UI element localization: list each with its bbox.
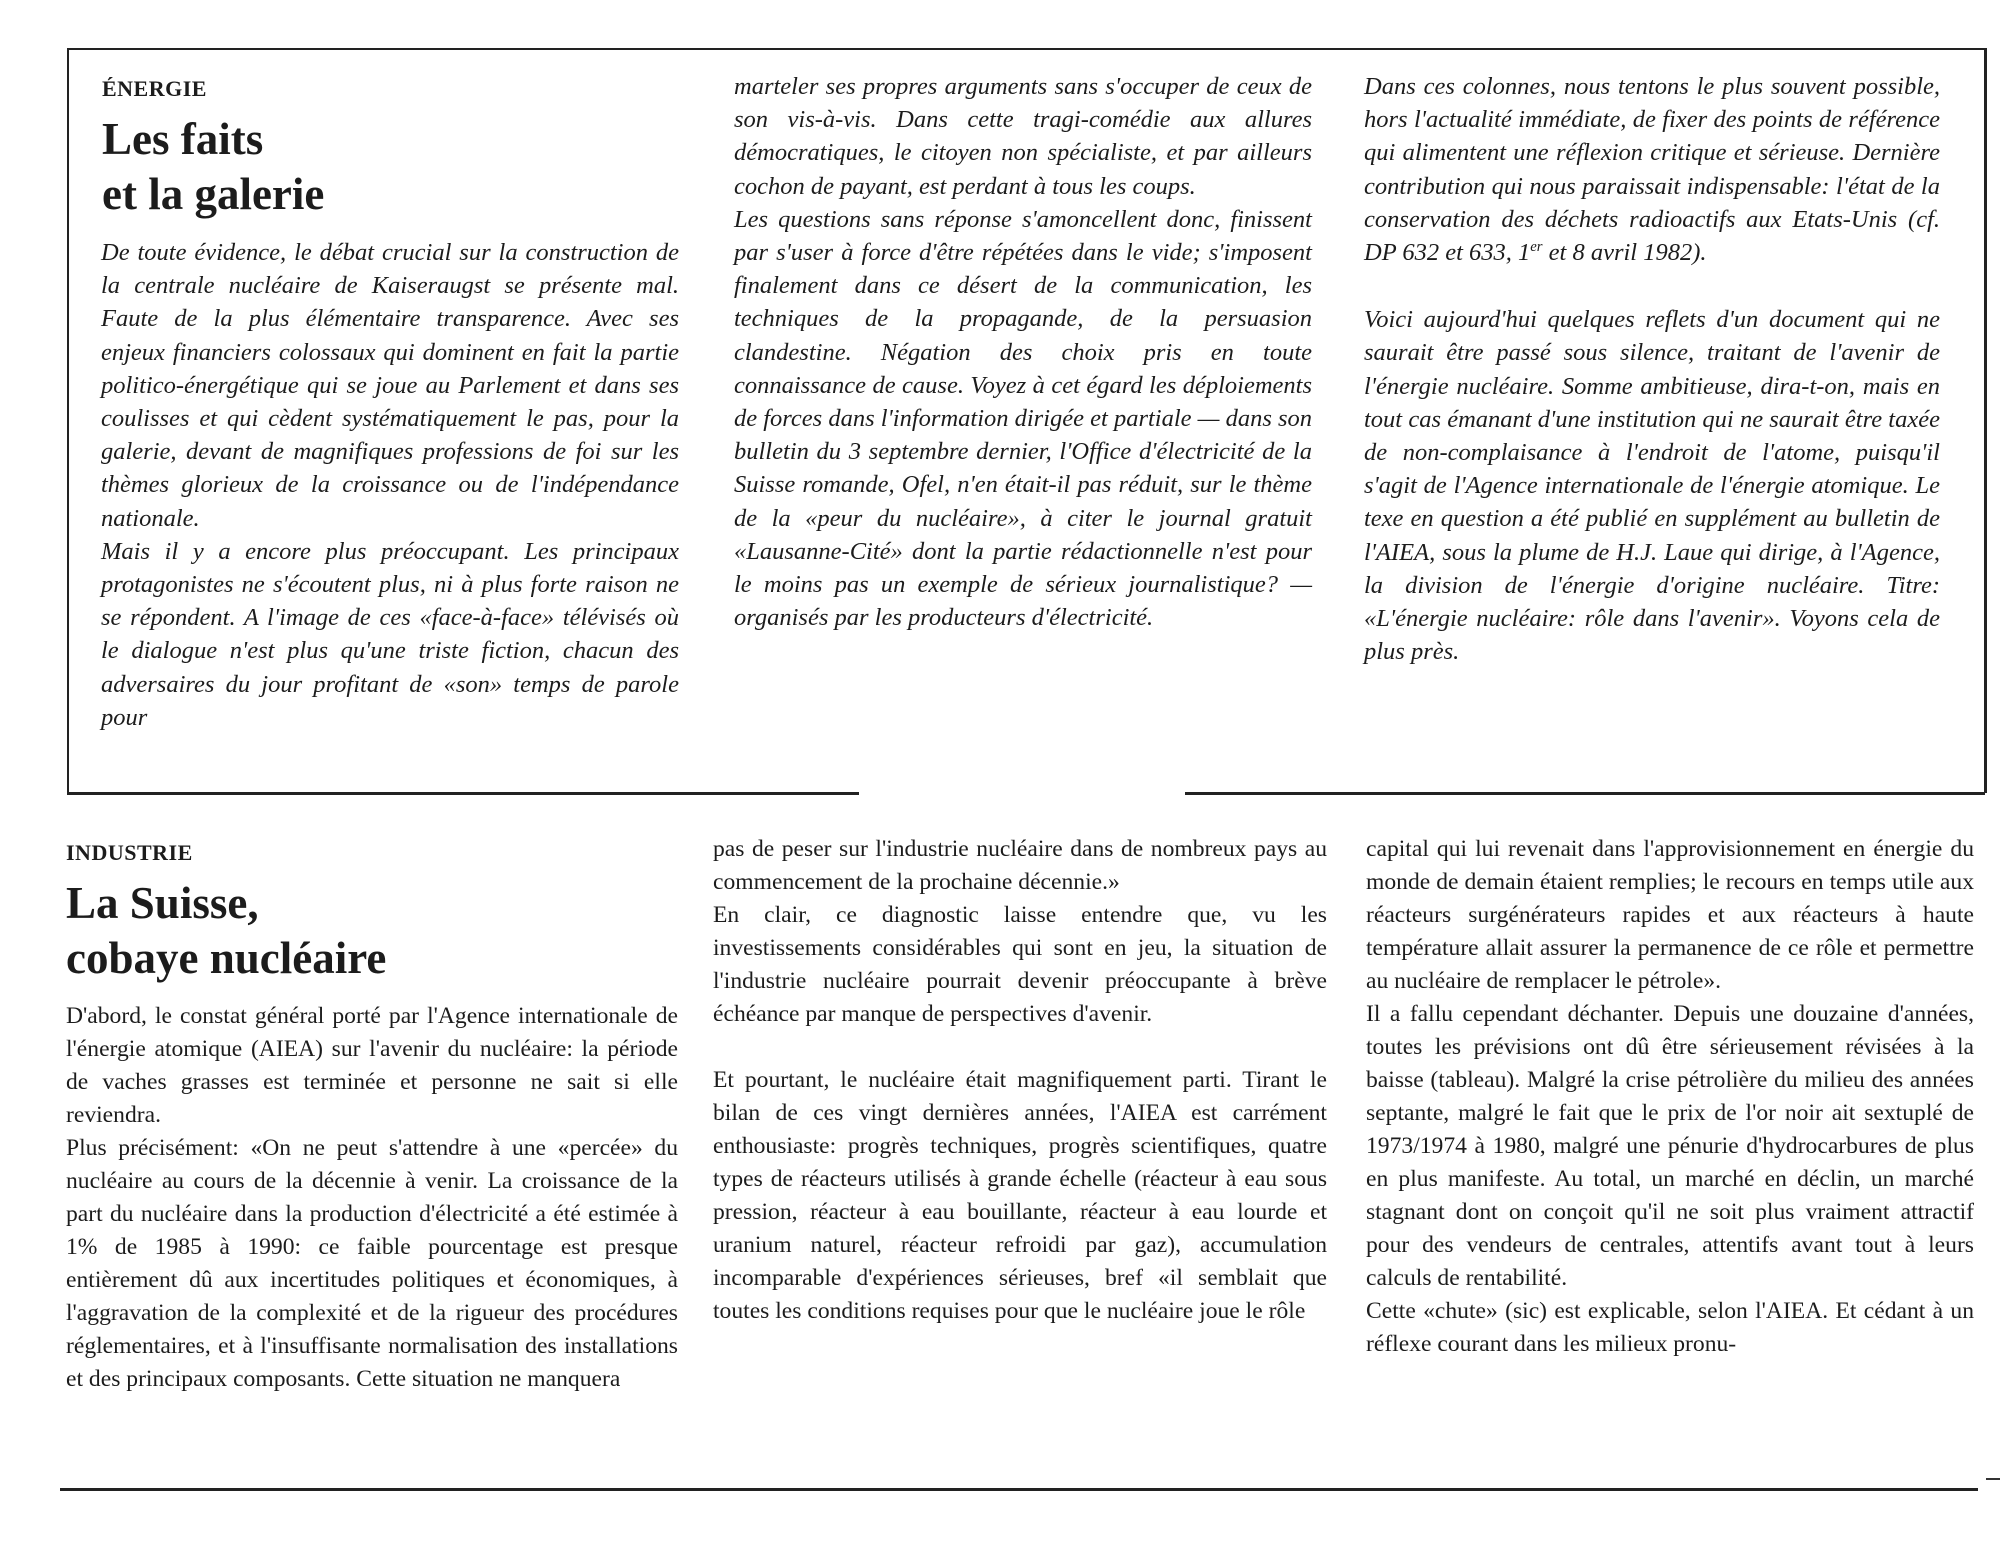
- box-border-top: [68, 48, 1986, 50]
- box-border-bottom-right: [1185, 792, 1985, 795]
- paragraph: Plus précisément: «On ne peut s'attendre à une «percée» du nucléaire au cours de la décennie à venir. La croissance de la part du nucléaire dans la production d'électricité a été estimée à 1% de 1985 à 1990: ce faible pourcentage est presque entièrement dû aux incertitudes politiques et économiques, à l'aggravation de la complexité et de la rigueur des procédures réglementaires, et à l'insuffisante normalisation des installations et des principaux composants. Cette situation ne manquera: [66, 1135, 678, 1392]
- bottom-rule: [60, 1488, 1978, 1491]
- paragraph: Et pourtant, le nucléaire était magnifiquement parti. Tirant le bilan de ces vingt dernières années, l'AIEA est carrément enthousiaste: progrès techniques, progrès scientifiques, quatre types de réacteurs utilisés à grande échelle (réacteur à eau sous pression, réacteur à eau bouillante, réacteur à eau lourde et uranium naturel, réacteur refroidi par gaz), accumulation incomparable d'expériences sérieuses, bref «il semblait que toutes les conditions requises pour que le nucléaire joue le rôle: [713, 1067, 1327, 1324]
- paragraph: marteler ses propres arguments sans s'occuper de ceux de son vis-à-vis. Dans cette tragi-comédie aux allures démocratiques, le citoyen non spécialiste, et par ailleurs cochon de payant, est perdant à tous les coups.: [734, 73, 1312, 200]
- text-run: et 8 avril 1982).: [1542, 239, 1707, 267]
- article1-title-line1: Les faits: [102, 114, 264, 164]
- paragraph: [1364, 70, 1940, 269]
- article1-kicker: ÉNERGIE: [102, 76, 207, 101]
- article2-title-line2: cobaye nucléaire: [66, 933, 387, 983]
- article2-column3: [1366, 833, 1974, 1361]
- paragraph: Les questions sans réponse s'amoncellent donc, finissent par s'user à force d'être répétées dans le vide; s'imposent finalement dans ce désert de la communication, les techniques de la propagande, de la persuasion clandestine. Négation des choix pris en toute connaissance de cause. Voyez à cet égard les déploiements de forces dans l'information dirigée et partiale — dans son bulletin du 3 septembre dernier, l'Office d'électricité de la Suisse romande, Ofel, n'en était-il pas réduit, sur le thème de la «peur du nucléaire», à citer le journal gratuit «Lausanne-Cité» dont la partie rédactionnelle n'est pour le moins pas un exemple de sérieux journalistique? — organisés par les producteurs d'électricité.: [734, 205, 1313, 632]
- article2-column1: [66, 1000, 678, 1396]
- superscript: er: [1530, 238, 1543, 255]
- paragraph: Voici aujourd'hui quelques reflets d'un document qui ne saurait être passé sous silence, traitant de l'avenir de l'énergie nucléaire. Somme ambitieuse, dira-t-on, mais en tout cas émanant d'une institution qui ne saurait être taxée de non-complaisance à l'endroit de l'atome, puisqu'il s'agit de l'Agence internationale de l'énergie atomique. Le texe en question a été publié en supplément au bulletin de l'AIEA, sous la plume de H.J. Laue qui dirige, à l'Agence, la division de l'énergie d'origine nucléaire. Titre: «L'énergie nucléaire: rôle dans l'avenir». Voyons cela de plus près.: [1364, 306, 1940, 666]
- paragraph: capital qui lui revenait dans l'approvisionnement en énergie du monde de demain étaient remplies; le recours en temps utile aux réacteurs surgénérateurs rapides et aux réacteurs à haute température allait assurer la permanence de ce rôle et permettre au nucléaire de remplacer le pétrole».: [1366, 836, 1974, 994]
- paragraph: Il a fallu cependant déchanter. Depuis une douzaine d'années, toutes les prévisions ont dû être sérieusement révisées à la baisse (tableau). Malgré la crise pétrolière du milieu des années septante, malgré le fait que le prix de l'or noir ait sextuplé de 1973/1974 à 1980, malgré une pénurie d'hydrocarbures de plus en plus manifeste. Au total, un marché en déclin, un marché stagnant dont on conçoit qu'il ne soit plus vraiment attractif pour des vendeurs de centrales, attentifs avant tout à leurs calculs de rentabilité.: [1366, 1001, 1974, 1291]
- paragraph: pas de peser sur l'industrie nucléaire dans de nombreux pays au commencement de la prochaine décennie.»: [713, 836, 1327, 895]
- paragraph-spacer: [713, 1031, 1327, 1064]
- box-border-right: [1984, 48, 1987, 793]
- article1-title-line2: et la galerie: [102, 169, 325, 219]
- paragraph-spacer: [1364, 269, 1940, 303]
- paragraph: De toute évidence, le débat crucial sur la construction de la centrale nucléaire de Kaiseraugst se présente mal. Faute de la plus élémentaire transparence. Avec ses enjeux financiers colossaux qui dominent en fait la partie politico-énergétique qui se joue au Parlement et dans ses coulisses et qui cèdent systématiquement le pas, pour la galerie, devant de magnifiques professions de foi sur les thèmes glorieux de la croissance ou de l'indépendance nationale.: [101, 239, 679, 532]
- paragraph: Cette «chute» (sic) est explicable, selon l'AIEA. Et cédant à un réflexe courant dans les milieux pronu-: [1366, 1298, 1974, 1357]
- article1-column1: [101, 236, 679, 734]
- article2-kicker: INDUSTRIE: [66, 840, 193, 865]
- article2-title-line1: La Suisse,: [66, 878, 259, 928]
- paragraph: Mais il y a encore plus préoccupant. Les principaux protagonistes ne s'écoutent plus, ni à plus forte raison ne se répondent. A l'image de ces «face-à-face» télévisés où le dialogue n'est plus qu'une triste fiction, chacun des adversaires du jour profitant de «son» temps de parole pour: [101, 537, 679, 731]
- paragraph: En clair, ce diagnostic laisse entendre que, vu les investissements considérables qui sont en jeu, la situation de l'industrie nucléaire pourrait devenir préoccupante à brève échéance par manque de perspectives d'avenir.: [713, 902, 1327, 1027]
- box-border-bottom-left: [67, 792, 859, 795]
- edge-mark: [1986, 1478, 2000, 1480]
- article1-column2: [734, 70, 1312, 634]
- article1-column3: [1364, 70, 1940, 668]
- paragraph: D'abord, le constat général porté par l'Agence internationale de l'énergie atomique (AIEA) sur l'avenir du nucléaire: la période de vaches grasses est terminée et personne ne sait si elle reviendra.: [66, 1003, 678, 1128]
- article1-title: [102, 112, 622, 222]
- article2-title: [66, 876, 626, 986]
- box-border-left: [67, 48, 69, 793]
- text-run: Dans ces colonnes, nous tentons le plus souvent possible, hors l'actualité immédiate, de fixer des points de référence qui alimentent une réflexion critique et sérieuse. Dernière contribution qui nous paraissait indispensable: l'état de la conservation des déchets radioactifs aux Etats-Unis (cf. DP 632 et 633, 1: [1364, 73, 1940, 267]
- article2-column2: [713, 833, 1327, 1328]
